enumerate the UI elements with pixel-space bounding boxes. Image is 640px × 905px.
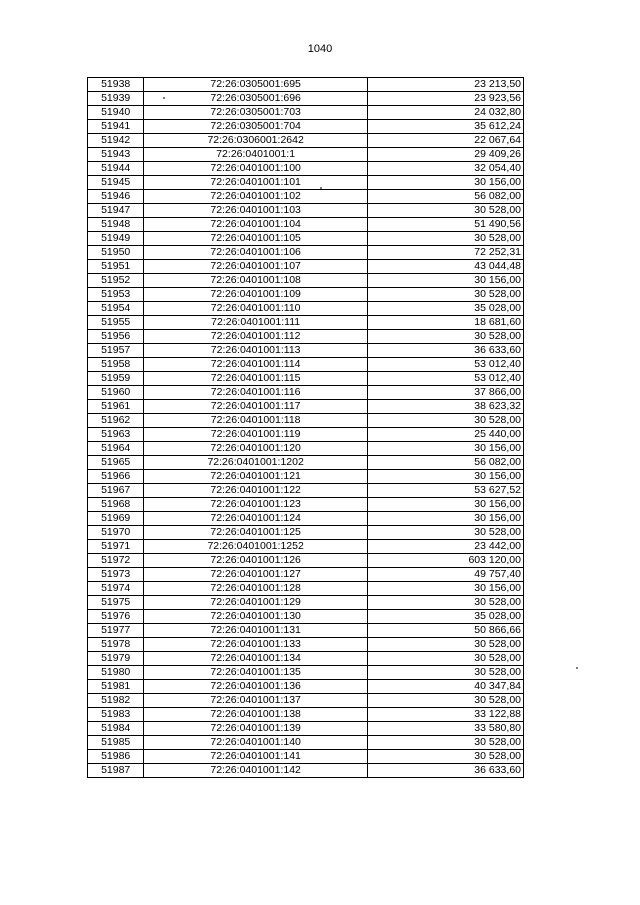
value-cell: 56 082,00 (367, 456, 523, 470)
cadastral-number-cell: 72:26:0401001:125 (144, 526, 368, 540)
cadastral-number-cell: 72:26:0401001:138 (144, 708, 368, 722)
table-row (88, 540, 524, 554)
cadastral-number-cell: 72:26:0401001:116 (144, 386, 368, 400)
cadastral-number-cell: 72:26:0401001:119 (144, 428, 368, 442)
cadastral-number-cell: 72:26:0401001:104 (144, 218, 368, 232)
cadastral-number-cell: 72:26:0401001:126 (144, 554, 368, 568)
cadastral-number-cell: 72:26:0401001:120 (144, 442, 368, 456)
cadastral-number-cell: 72:26:0401001:121 (144, 470, 368, 484)
cadastral-number-cell: 72:26:0401001:102 (144, 190, 368, 204)
row-number-cell: 51985 (88, 736, 144, 750)
row-number-cell: 51987 (88, 764, 144, 778)
value-cell: 23 923,56 (367, 92, 523, 106)
row-number-cell: 51947 (88, 204, 144, 218)
value-cell: 25 440,00 (367, 428, 523, 442)
value-cell: 30 156,00 (367, 582, 523, 596)
cadastral-number-cell: 72:26:0401001:130 (144, 610, 368, 624)
cadastral-number-cell: 72:26:0401001:134 (144, 652, 368, 666)
value-cell: 38 623,32 (367, 400, 523, 414)
row-number-cell: 51978 (88, 638, 144, 652)
value-cell: 30 156,00 (367, 498, 523, 512)
cadastral-number-cell: 72:26:0401001:110 (144, 302, 368, 316)
table-row (88, 274, 524, 288)
table-row (88, 764, 524, 778)
row-number-cell: 51948 (88, 218, 144, 232)
table-row (88, 568, 524, 582)
value-cell: 30 528,00 (367, 596, 523, 610)
table-row (88, 624, 524, 638)
cadastral-number-cell: 72:26:0401001:127 (144, 568, 368, 582)
value-cell: 49 757,40 (367, 568, 523, 582)
row-number-cell: 51953 (88, 288, 144, 302)
table-row (88, 722, 524, 736)
row-number-cell: 51957 (88, 344, 144, 358)
cadastral-number-cell: 72:26:0401001:100 (144, 162, 368, 176)
table-row (88, 484, 524, 498)
value-cell: 30 528,00 (367, 204, 523, 218)
cadastral-number-cell: 72:26:0401001:136 (144, 680, 368, 694)
row-number-cell: 51977 (88, 624, 144, 638)
value-cell: 30 528,00 (367, 694, 523, 708)
table-row (88, 232, 524, 246)
table-row (88, 596, 524, 610)
cadastral-number-cell: 72:26:0401001:142 (144, 764, 368, 778)
table-row (88, 204, 524, 218)
value-cell: 36 633,60 (367, 764, 523, 778)
table-row (88, 316, 524, 330)
cadastral-number-cell: 72:26:0401001:141 (144, 750, 368, 764)
cadastral-number-cell: 72:26:0401001:1202 (144, 456, 368, 470)
cadastral-number-cell: 72:26:0401001:123 (144, 498, 368, 512)
value-cell: 30 528,00 (367, 526, 523, 540)
cadastral-number-cell: 72:26:0401001:140 (144, 736, 368, 750)
row-number-cell: 51970 (88, 526, 144, 540)
table-row (88, 442, 524, 456)
row-number-cell: 51983 (88, 708, 144, 722)
value-cell: 30 156,00 (367, 442, 523, 456)
table-row (88, 162, 524, 176)
value-cell: 30 528,00 (367, 638, 523, 652)
table-row (88, 246, 524, 260)
table-row (88, 680, 524, 694)
scan-speck (163, 97, 165, 99)
row-number-cell: 51986 (88, 750, 144, 764)
cadastral-number-cell: 72:26:0401001:114 (144, 358, 368, 372)
row-number-cell: 51959 (88, 372, 144, 386)
cadastral-number-cell: 72:26:0305001:696 (144, 92, 368, 106)
table-row (88, 750, 524, 764)
cadastral-number-cell: 72:26:0401001:139 (144, 722, 368, 736)
cadastral-number-cell: 72:26:0401001:117 (144, 400, 368, 414)
row-number-cell: 51974 (88, 582, 144, 596)
table-row (88, 666, 524, 680)
cadastral-number-cell: 72:26:0401001:111 (144, 316, 368, 330)
row-number-cell: 51964 (88, 442, 144, 456)
row-number-cell: 51938 (88, 78, 144, 92)
value-cell: 56 082,00 (367, 190, 523, 204)
row-number-cell: 51966 (88, 470, 144, 484)
value-cell: 23 442,00 (367, 540, 523, 554)
row-number-cell: 51965 (88, 456, 144, 470)
value-cell: 29 409,26 (367, 148, 523, 162)
table-row (88, 554, 524, 568)
table-row (88, 358, 524, 372)
cadastral-number-cell: 72:26:0305001:704 (144, 120, 368, 134)
row-number-cell: 51973 (88, 568, 144, 582)
value-cell: 53 627,52 (367, 484, 523, 498)
table-row (88, 708, 524, 722)
value-cell: 24 032,80 (367, 106, 523, 120)
table-row (88, 344, 524, 358)
scan-speck (320, 187, 322, 189)
cadastral-number-cell: 72:26:0401001:115 (144, 372, 368, 386)
value-cell: 33 580,80 (367, 722, 523, 736)
row-number-cell: 51958 (88, 358, 144, 372)
row-number-cell: 51944 (88, 162, 144, 176)
value-cell: 22 067,64 (367, 134, 523, 148)
table-row (88, 694, 524, 708)
row-number-cell: 51943 (88, 148, 144, 162)
row-number-cell: 51982 (88, 694, 144, 708)
table-row (88, 288, 524, 302)
value-cell: 72 252,31 (367, 246, 523, 260)
table-row (88, 134, 524, 148)
row-number-cell: 51981 (88, 680, 144, 694)
cadastral-number-cell: 72:26:0401001:112 (144, 330, 368, 344)
row-number-cell: 51945 (88, 176, 144, 190)
value-cell: 30 528,00 (367, 666, 523, 680)
table-row (88, 176, 524, 190)
value-cell: 35 028,00 (367, 302, 523, 316)
table-row (88, 610, 524, 624)
cadastral-number-cell: 72:26:0401001:131 (144, 624, 368, 638)
table-row (88, 386, 524, 400)
value-cell: 36 633,60 (367, 344, 523, 358)
table-row (88, 78, 524, 92)
cadastral-number-cell: 72:26:0401001:105 (144, 232, 368, 246)
row-number-cell: 51954 (88, 302, 144, 316)
cadastral-number-cell: 72:26:0401001:118 (144, 414, 368, 428)
table-row (88, 400, 524, 414)
row-number-cell: 51972 (88, 554, 144, 568)
row-number-cell: 51961 (88, 400, 144, 414)
value-cell: 51 490,56 (367, 218, 523, 232)
table-row (88, 638, 524, 652)
table-row (88, 498, 524, 512)
cadastral-value-table (87, 77, 524, 778)
table-row (88, 652, 524, 666)
table-row (88, 372, 524, 386)
value-cell: 53 012,40 (367, 358, 523, 372)
value-cell: 30 156,00 (367, 176, 523, 190)
table-row (88, 190, 524, 204)
value-cell: 30 528,00 (367, 652, 523, 666)
row-number-cell: 51969 (88, 512, 144, 526)
cadastral-number-cell: 72:26:0401001:135 (144, 666, 368, 680)
value-cell: 30 156,00 (367, 274, 523, 288)
row-number-cell: 51951 (88, 260, 144, 274)
value-cell: 30 528,00 (367, 736, 523, 750)
value-cell: 50 866,66 (367, 624, 523, 638)
cadastral-number-cell: 72:26:0401001:101 (144, 176, 368, 190)
table-row (88, 428, 524, 442)
row-number-cell: 51976 (88, 610, 144, 624)
cadastral-number-cell: 72:26:0305001:703 (144, 106, 368, 120)
table-row (88, 106, 524, 120)
table-row (88, 526, 524, 540)
row-number-cell: 51946 (88, 190, 144, 204)
value-cell: 23 213,50 (367, 78, 523, 92)
value-cell: 35 028,00 (367, 610, 523, 624)
value-cell: 35 612,24 (367, 120, 523, 134)
cadastral-number-cell: 72:26:0401001:107 (144, 260, 368, 274)
cadastral-number-cell: 72:26:0401001:106 (144, 246, 368, 260)
row-number-cell: 51968 (88, 498, 144, 512)
value-cell: 43 044,48 (367, 260, 523, 274)
row-number-cell: 51940 (88, 106, 144, 120)
row-number-cell: 51979 (88, 652, 144, 666)
cadastral-number-cell: 72:26:0305001:695 (144, 78, 368, 92)
value-cell: 33 122,88 (367, 708, 523, 722)
value-cell: 32 054,40 (367, 162, 523, 176)
table-row (88, 414, 524, 428)
page-number: 1040 (307, 43, 333, 55)
value-cell: 40 347,84 (367, 680, 523, 694)
cadastral-number-cell: 72:26:0401001:129 (144, 596, 368, 610)
value-cell: 30 528,00 (367, 414, 523, 428)
table-row (88, 736, 524, 750)
cadastral-number-cell: 72:26:0306001:2642 (144, 134, 368, 148)
row-number-cell: 51984 (88, 722, 144, 736)
table-row (88, 260, 524, 274)
cadastral-number-cell: 72:26:0401001:133 (144, 638, 368, 652)
cadastral-number-cell: 72:26:0401001:1252 (144, 540, 368, 554)
row-number-cell: 51963 (88, 428, 144, 442)
value-cell: 603 120,00 (367, 554, 523, 568)
scan-speck (576, 667, 578, 669)
cadastral-number-cell: 72:26:0401001:109 (144, 288, 368, 302)
row-number-cell: 51956 (88, 330, 144, 344)
row-number-cell: 51949 (88, 232, 144, 246)
cadastral-number-cell: 72:26:0401001:103 (144, 204, 368, 218)
table-row (88, 302, 524, 316)
value-cell: 18 681,60 (367, 316, 523, 330)
table-row (88, 218, 524, 232)
row-number-cell: 51941 (88, 120, 144, 134)
row-number-cell: 51967 (88, 484, 144, 498)
row-number-cell: 51962 (88, 414, 144, 428)
row-number-cell: 51939 (88, 92, 144, 106)
value-cell: 30 156,00 (367, 470, 523, 484)
row-number-cell: 51950 (88, 246, 144, 260)
row-number-cell: 51960 (88, 386, 144, 400)
table-row (88, 470, 524, 484)
cadastral-number-cell: 72:26:0401001:113 (144, 344, 368, 358)
table-body (88, 78, 524, 778)
table-row (88, 92, 524, 106)
cadastral-number-cell: 72:26:0401001:122 (144, 484, 368, 498)
table-row (88, 456, 524, 470)
table-row (88, 582, 524, 596)
cadastral-number-cell: 72:26:0401001:1 (144, 148, 368, 162)
table-row (88, 148, 524, 162)
row-number-cell: 51942 (88, 134, 144, 148)
row-number-cell: 51955 (88, 316, 144, 330)
row-number-cell: 51975 (88, 596, 144, 610)
value-cell: 30 528,00 (367, 330, 523, 344)
cadastral-number-cell: 72:26:0401001:137 (144, 694, 368, 708)
value-cell: 30 156,00 (367, 512, 523, 526)
table-row (88, 330, 524, 344)
row-number-cell: 51971 (88, 540, 144, 554)
cadastral-number-cell: 72:26:0401001:128 (144, 582, 368, 596)
value-cell: 30 528,00 (367, 232, 523, 246)
table-row (88, 512, 524, 526)
value-cell: 30 528,00 (367, 750, 523, 764)
cadastral-number-cell: 72:26:0401001:124 (144, 512, 368, 526)
value-cell: 53 012,40 (367, 372, 523, 386)
value-cell: 30 528,00 (367, 288, 523, 302)
cadastral-number-cell: 72:26:0401001:108 (144, 274, 368, 288)
row-number-cell: 51980 (88, 666, 144, 680)
value-cell: 37 866,00 (367, 386, 523, 400)
table-row (88, 120, 524, 134)
row-number-cell: 51952 (88, 274, 144, 288)
